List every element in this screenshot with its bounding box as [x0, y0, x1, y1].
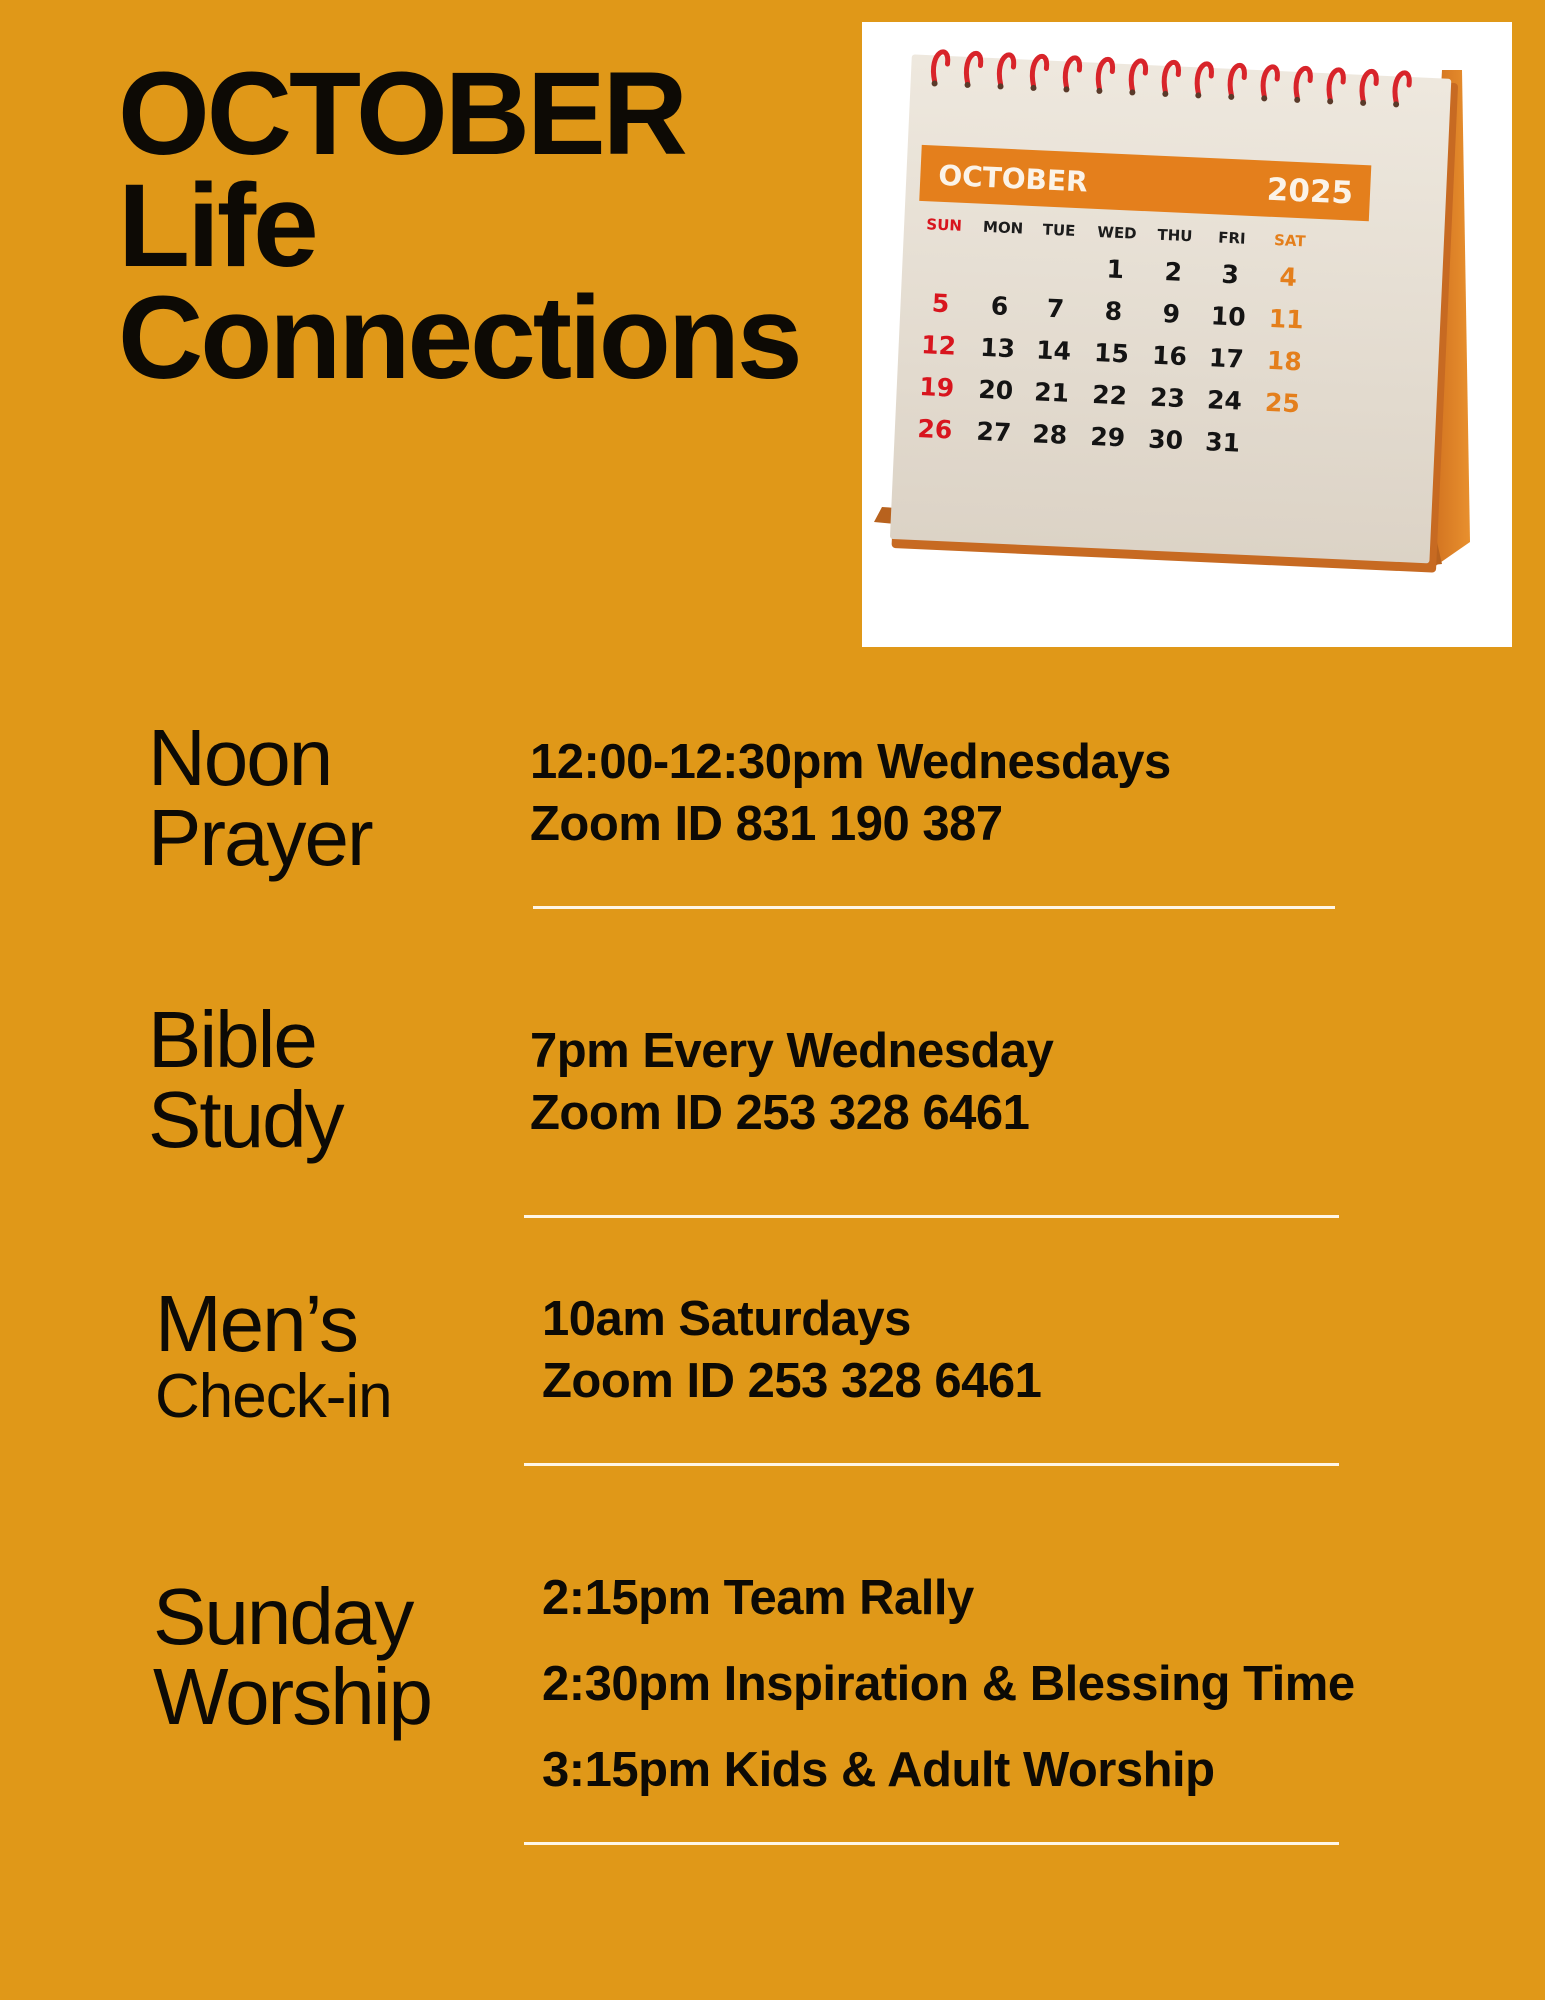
label-line: Noon — [148, 713, 332, 802]
calendar-weekday-label: MON — [982, 217, 1024, 238]
title-line-connections: Connections — [118, 272, 800, 404]
sunday-worship-label — [153, 1572, 431, 1741]
calendar-weekday-label: WED — [1096, 222, 1138, 243]
divider — [524, 1463, 1339, 1466]
calendar-month-label: OCTOBER — [937, 158, 1089, 199]
page-title — [118, 48, 800, 404]
desk-calendar-image — [862, 22, 1512, 647]
calendar-weekday-label: SUN — [926, 215, 963, 235]
calendar-day-number: 6 — [990, 291, 1009, 321]
calendar-day-number: 28 — [1031, 419, 1068, 450]
calendar-year-label: 2025 — [1266, 171, 1354, 212]
schedule-text: 10am Saturdays — [542, 1292, 911, 1346]
calendar-day-number: 23 — [1149, 382, 1186, 414]
mens-checkin-details — [542, 1288, 1041, 1412]
zoom-id-text: Zoom ID 253 328 6461 — [530, 1086, 1030, 1140]
zoom-id-text: Zoom ID 831 190 387 — [530, 797, 1003, 851]
calendar-day-number: 11 — [1268, 303, 1305, 335]
calendar-weekday-label: TUE — [1042, 220, 1076, 240]
title-line-october: OCTOBER — [118, 48, 685, 180]
calendar-day-number: 13 — [979, 332, 1016, 364]
label-line: Prayer — [148, 793, 372, 882]
calendar-day-number: 26 — [916, 414, 953, 445]
calendar-day-number: 12 — [920, 330, 957, 361]
calendar-day-number: 17 — [1208, 343, 1245, 374]
calendar-day-number: 31 — [1204, 427, 1241, 458]
noon-prayer-label — [148, 713, 372, 882]
mens-checkin-label — [155, 1279, 392, 1431]
calendar-day-number: 24 — [1206, 385, 1243, 416]
label-line: Bible — [148, 995, 316, 1084]
label-line: Check-in — [155, 1362, 392, 1431]
calendar-day-number: 3 — [1220, 259, 1240, 290]
schedule-text: 2:15pm Team Rally — [542, 1571, 974, 1625]
calendar-day-number: 5 — [931, 288, 950, 319]
calendar-day-number: 7 — [1046, 293, 1065, 324]
calendar-day-number: 8 — [1104, 296, 1123, 327]
label-line: Study — [148, 1075, 343, 1164]
divider — [524, 1215, 1339, 1218]
bible-study-label — [148, 995, 343, 1164]
schedule-text: 2:30pm Inspiration & Blessing Time — [542, 1657, 1355, 1711]
sunday-worship-details — [542, 1555, 1355, 1813]
zoom-id-text: Zoom ID 253 328 6461 — [542, 1354, 1042, 1408]
calendar-day-number: 21 — [1033, 377, 1070, 408]
calendar-day-number: 14 — [1035, 335, 1072, 366]
schedule-text: 7pm Every Wednesday — [530, 1024, 1054, 1078]
calendar-day-number: 1 — [1105, 254, 1125, 285]
noon-prayer-details — [530, 731, 1171, 855]
divider — [533, 906, 1335, 909]
calendar-day-number: 9 — [1162, 299, 1181, 329]
calendar-day-number: 22 — [1091, 379, 1128, 411]
label-line: Men’s — [155, 1279, 357, 1368]
bible-study-details — [530, 1020, 1053, 1144]
calendar-day-number: 18 — [1266, 345, 1303, 377]
calendar-weekday-label: FRI — [1217, 228, 1246, 248]
calendar-day-number: 25 — [1264, 387, 1301, 419]
schedule-text: 12:00-12:30pm Wednesdays — [530, 735, 1171, 789]
calendar-day-number: 27 — [975, 416, 1012, 448]
calendar-day-number: 15 — [1093, 337, 1130, 369]
label-line: Sunday — [153, 1572, 413, 1661]
calendar-day-number: 20 — [977, 374, 1014, 406]
calendar-day-number: 2 — [1163, 257, 1183, 287]
schedule-text: 3:15pm Kids & Adult Worship — [542, 1743, 1215, 1797]
calendar-day-number: 30 — [1147, 424, 1184, 456]
label-line: Worship — [153, 1652, 431, 1741]
calendar-weekday-label: THU — [1157, 225, 1193, 246]
divider — [524, 1842, 1339, 1845]
calendar-day-number: 4 — [1278, 262, 1298, 293]
title-line-life: Life — [118, 160, 316, 292]
calendar-day-number: 29 — [1089, 421, 1126, 453]
calendar-day-number: 10 — [1210, 301, 1247, 332]
calendar-weekday-label: SAT — [1273, 231, 1306, 251]
calendar-day-number: 19 — [918, 372, 955, 403]
calendar-day-number: 16 — [1151, 340, 1188, 372]
